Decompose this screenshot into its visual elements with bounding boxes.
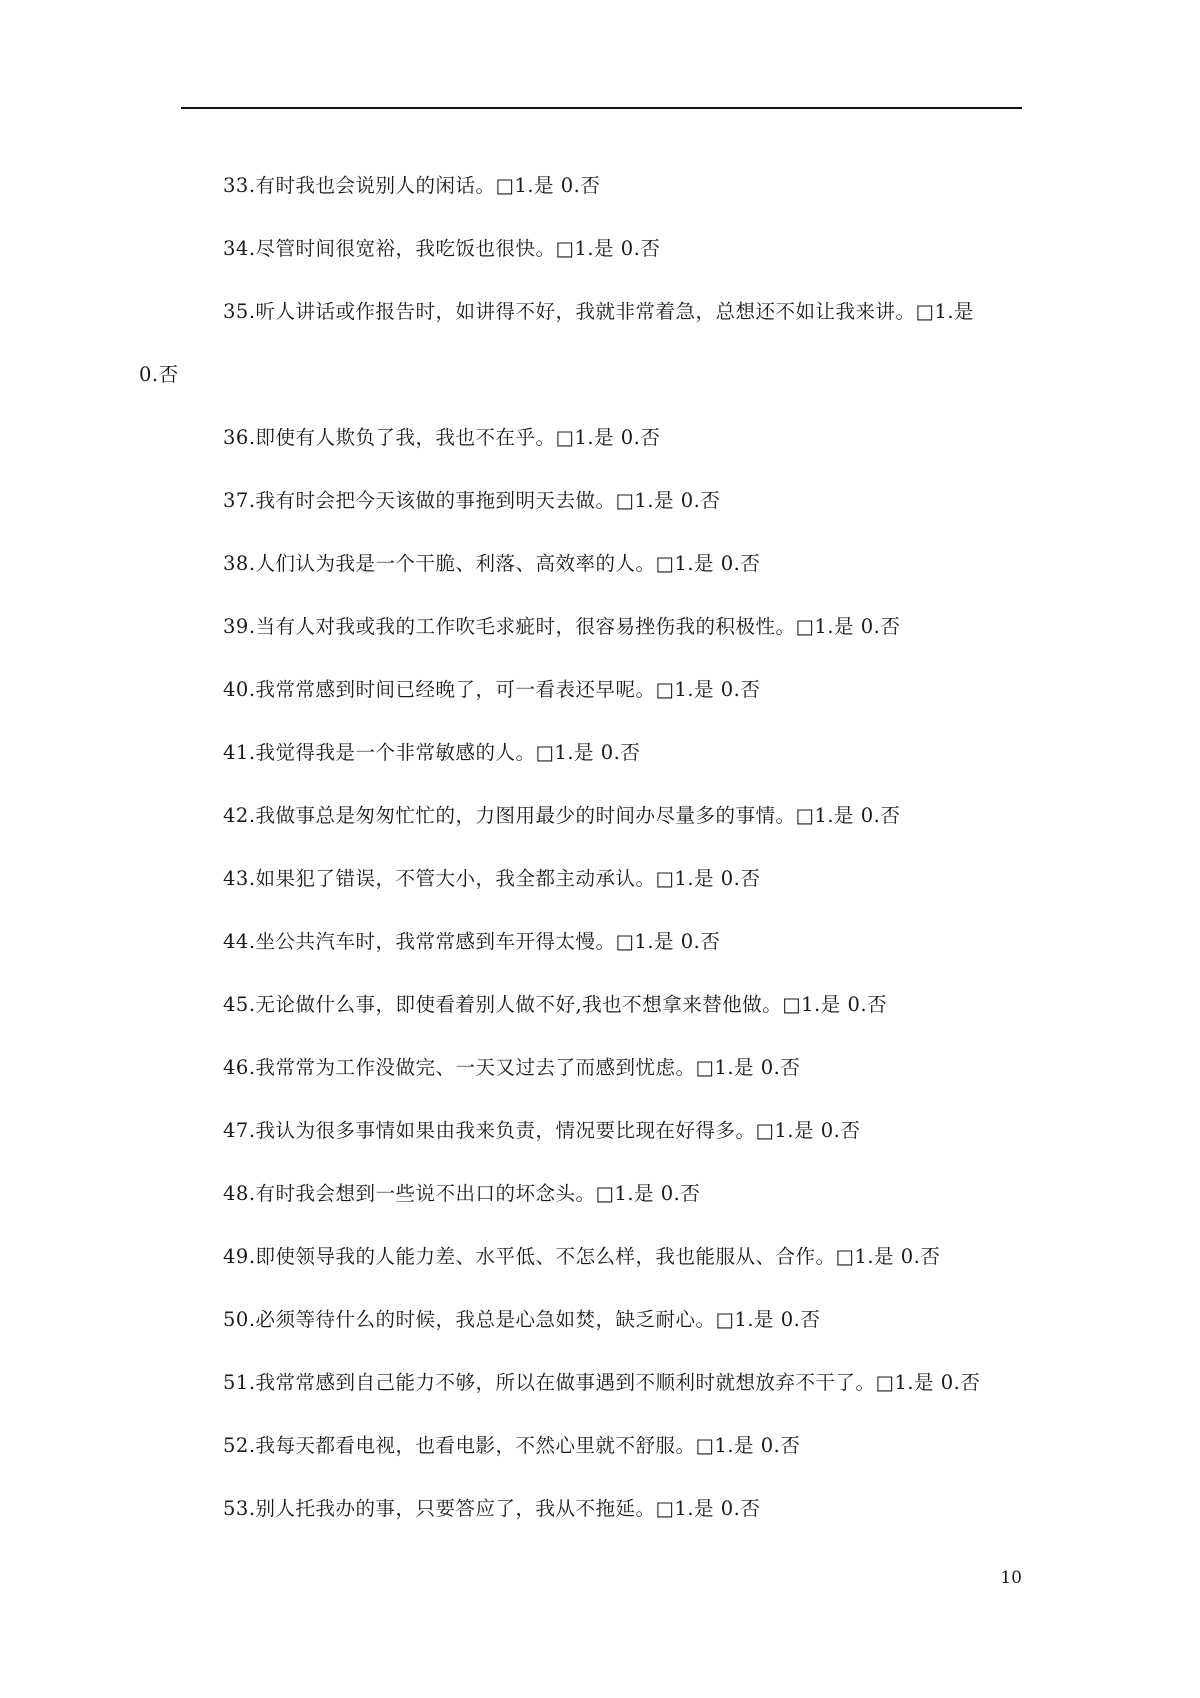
question-46: 46.我常常为工作没做完、一天又过去了而感到忧虑。□1.是 0.否 xyxy=(223,1056,801,1079)
question-48: 48.有时我会想到一些说不出口的坏念头。□1.是 0.否 xyxy=(223,1182,701,1205)
question-34: 34.尽管时间很宽裕，我吃饭也很快。□1.是 0.否 xyxy=(223,237,661,260)
question-35-text: 35.听人讲话或作报告时，如讲得不好，我就非常着急，总想还不如让我来讲。□1.是 xyxy=(223,300,975,323)
question-42: 42.我做事总是匆匆忙忙的，力图用最少的时间办尽量多的事情。□1.是 0.否 xyxy=(223,804,901,827)
question-33: 33.有时我也会说别人的闲话。□1.是 0.否 xyxy=(223,174,601,197)
question-51: 51.我常常感到自己能力不够，所以在做事遇到不顺利时就想放弃不干了。□1.是 0.否 xyxy=(223,1371,981,1394)
question-44: 44.坐公共汽车时，我常常感到车开得太慢。□1.是 0.否 xyxy=(223,930,721,953)
question-52: 52.我每天都看电视，也看电影，不然心里就不舒服。□1.是 0.否 xyxy=(223,1434,801,1457)
question-50: 50.必须等待什么的时候，我总是心急如焚，缺乏耐心。□1.是 0.否 xyxy=(223,1308,821,1331)
question-47: 47.我认为很多事情如果由我来负责，情况要比现在好得多。□1.是 0.否 xyxy=(223,1119,861,1142)
question-40: 40.我常常感到时间已经晚了，可一看表还早呢。□1.是 0.否 xyxy=(223,678,761,701)
question-53: 53.别人托我办的事，只要答应了，我从不拖延。□1.是 0.否 xyxy=(223,1497,761,1520)
question-list xyxy=(139,154,1022,1540)
page-number: 10 xyxy=(1000,1568,1022,1588)
question-36: 36.即使有人欺负了我，我也不在乎。□1.是 0.否 xyxy=(223,426,661,449)
question-41: 41.我觉得我是一个非常敏感的人。□1.是 0.否 xyxy=(223,741,641,764)
question-37: 37.我有时会把今天该做的事拖到明天去做。□1.是 0.否 xyxy=(223,489,721,512)
question-49: 49.即使领导我的人能力差、水平低、不怎么样，我也能服从、合作。□1.是 0.否 xyxy=(223,1245,941,1268)
question-35 xyxy=(139,280,1022,406)
question-35-continuation: 0.否 xyxy=(139,363,179,386)
question-38: 38.人们认为我是一个干脆、利落、高效率的人。□1.是 0.否 xyxy=(223,552,761,575)
question-43: 43.如果犯了错误，不管大小，我全都主动承认。□1.是 0.否 xyxy=(223,867,761,890)
question-45: 45.无论做什么事，即使看着别人做不好,我也不想拿来替他做。□1.是 0.否 xyxy=(223,993,888,1016)
question-39: 39.当有人对我或我的工作吹毛求疵时，很容易挫伤我的积极性。□1.是 0.否 xyxy=(223,615,901,638)
header-rule xyxy=(181,107,1022,109)
